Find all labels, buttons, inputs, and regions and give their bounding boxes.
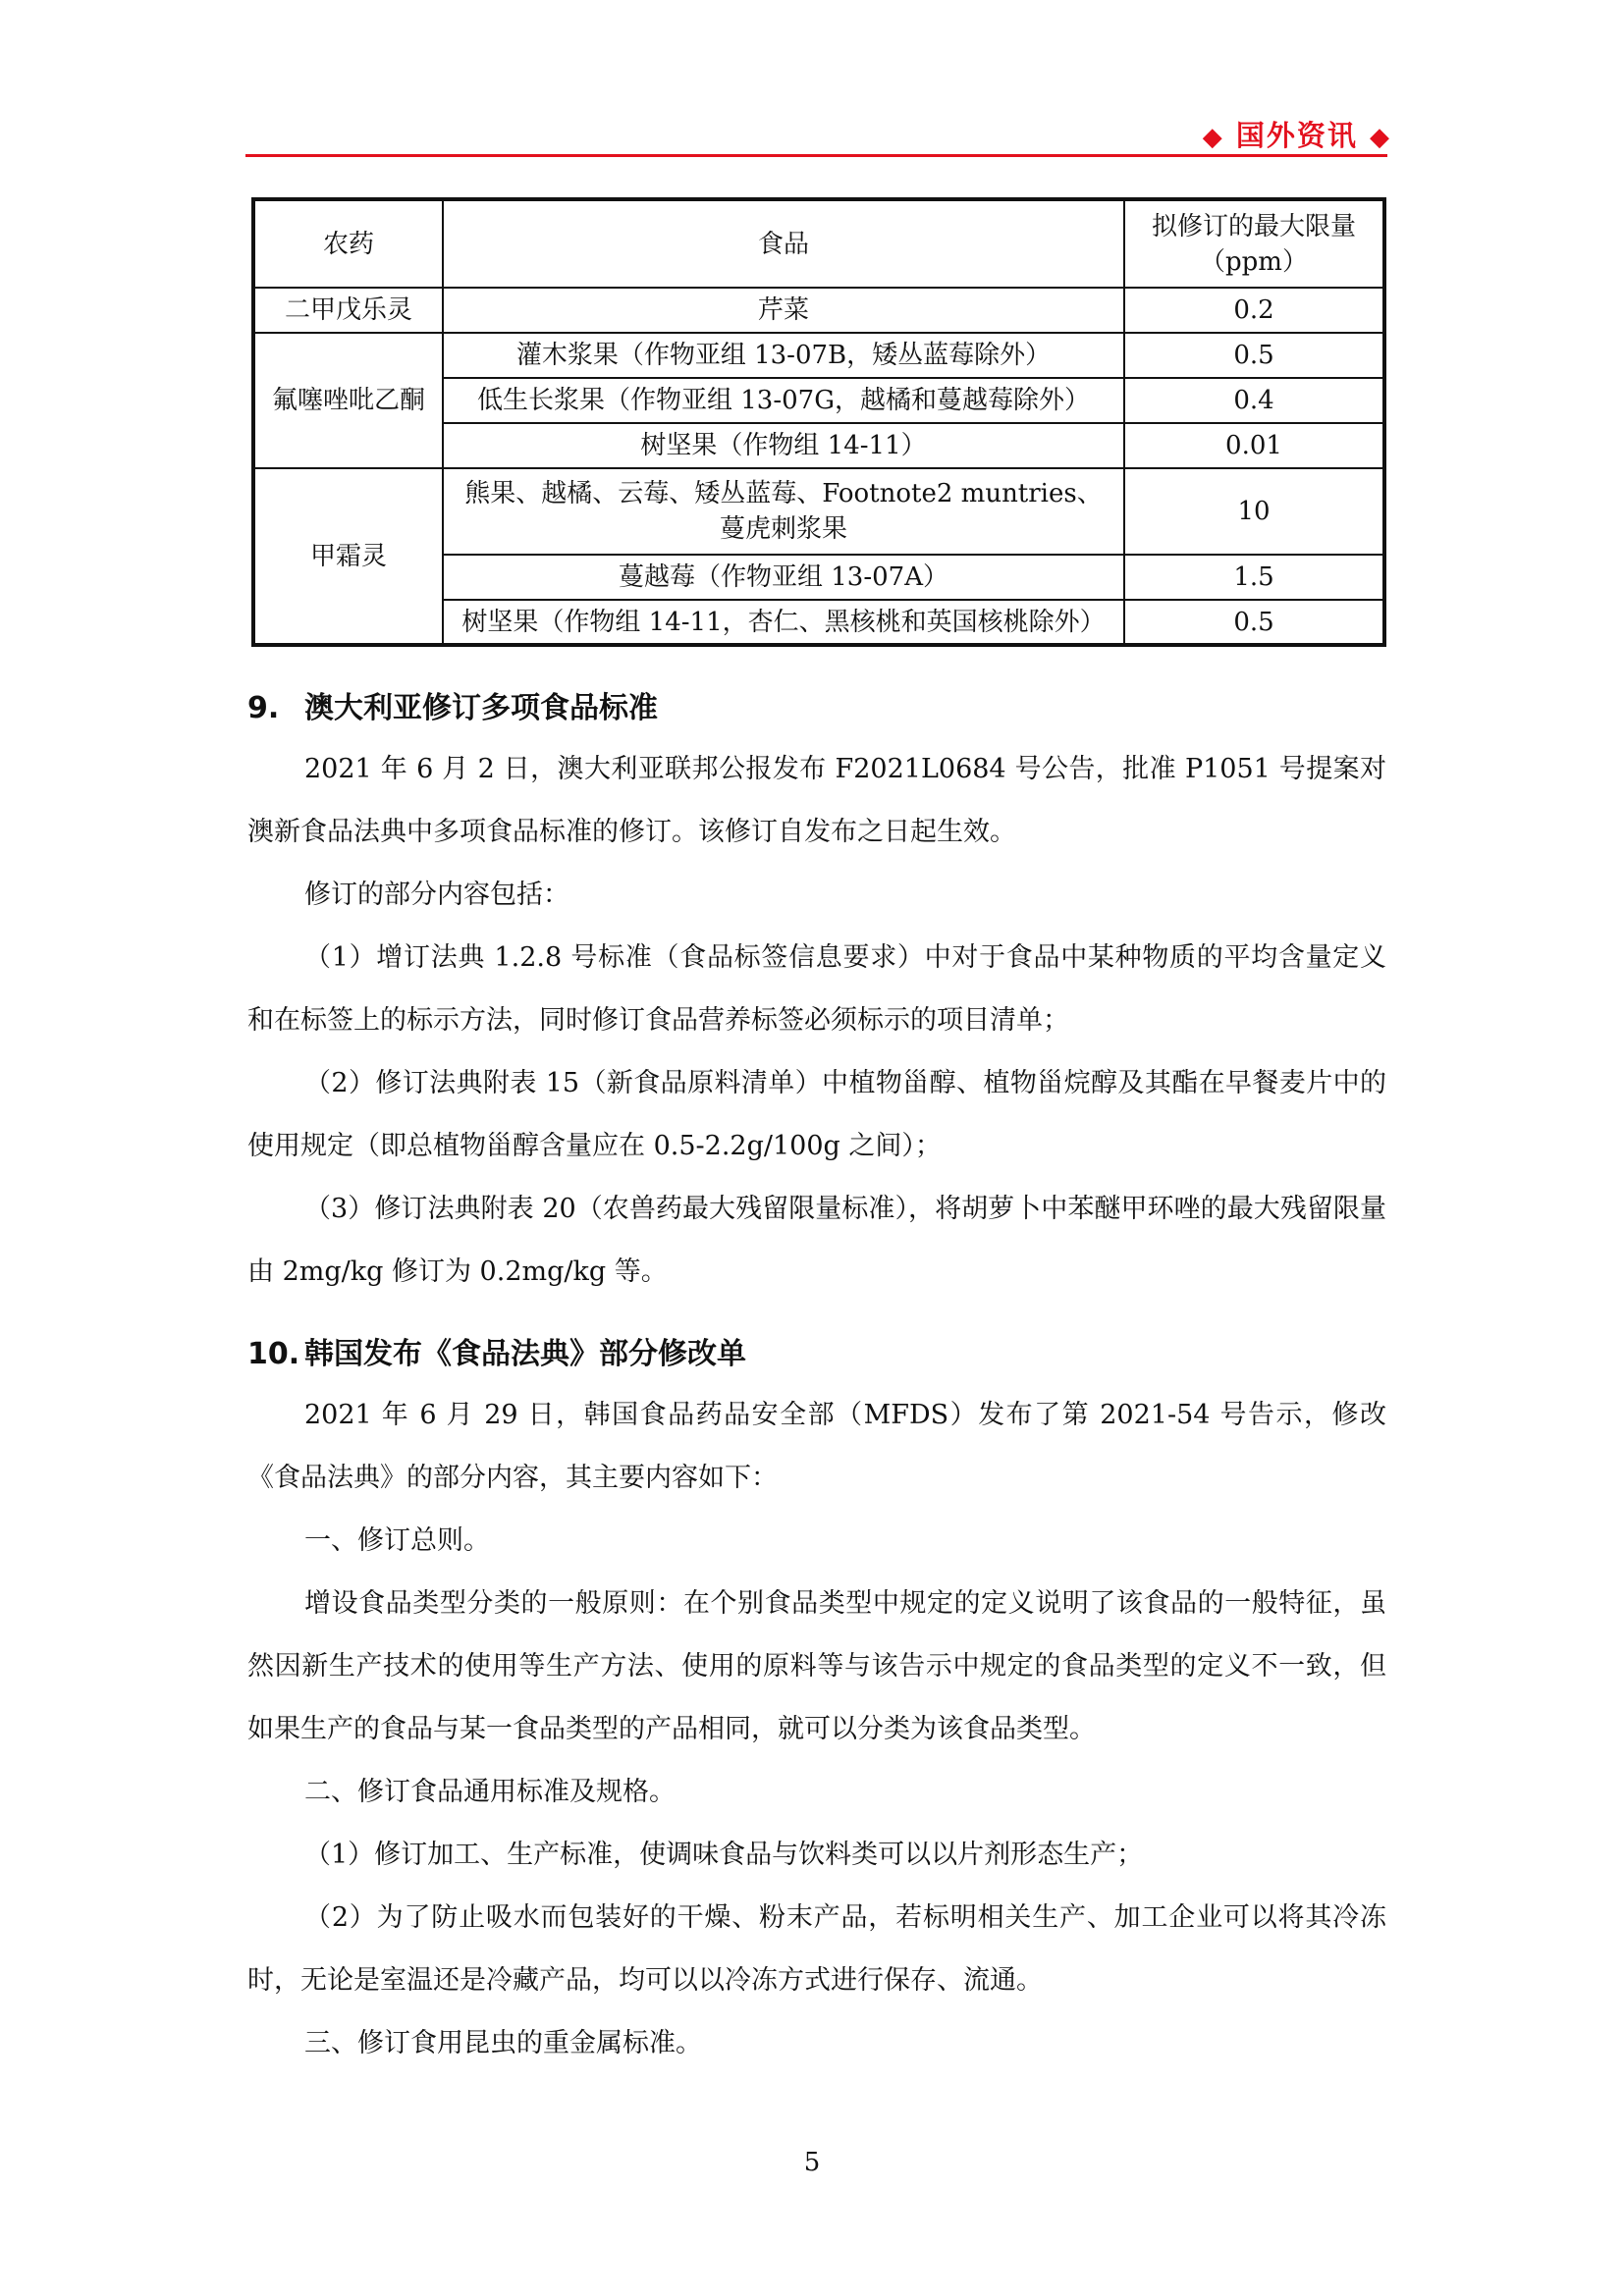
table-row: [253, 288, 1384, 333]
limit-cell: 0.4: [1124, 378, 1384, 423]
limit-cell: 0.5: [1124, 333, 1384, 378]
header-limit: [1124, 199, 1384, 288]
limit-cell: 10: [1124, 468, 1384, 555]
pesticide-cell: 甲霜灵: [253, 468, 443, 645]
section-9-title: 澳大利亚修订多项食品标准: [304, 691, 658, 725]
header-food: 食品: [443, 199, 1124, 288]
food-cell-line1: 熊果、越橘、云莓、矮丛蓝莓、Footnote2 muntries、: [464, 479, 1103, 508]
paragraph: 一、修订总则。: [304, 1525, 490, 1556]
paragraph: 2021 年 6 月 2 日，澳大利亚联邦公报发布 F2021L0684 号公告，批准 P1051 号提案对澳新食品法典中多项食品标准的修订。该修订自发布之日起生效。: [247, 754, 1386, 847]
section-9-number: 9.: [247, 691, 280, 725]
paragraph: 增设食品类型分类的一般原则：在个别食品类型中规定的定义说明了该食品的一般特征，虽然因新生产技术的使用等生产方法、使用的原料等与该告示中规定的食品类型的定义不一致，但如果生产的食品与某一食品类型的产品相同，就可以分类为该食品类型。: [247, 1588, 1386, 1744]
food-cell: 树坚果（作物组 14-11）: [443, 423, 1124, 468]
paragraph: 修订的部分内容包括：: [304, 880, 569, 910]
paragraph: （3）修订法典附表 20（农兽药最大残留限量标准），将胡萝卜中苯醚甲环唑的最大残留限量由 2mg/kg 修订为 0.2mg/kg 等。: [247, 1194, 1386, 1287]
table-row: [253, 333, 1384, 378]
paragraph: 二、修订食品通用标准及规格。: [304, 1777, 676, 1807]
food-cell: 灌木浆果（作物亚组 13-07B，矮丛蓝莓除外）: [443, 333, 1124, 378]
limit-cell: 0.5: [1124, 600, 1384, 645]
food-cell: [443, 468, 1124, 555]
pesticide-limit-table: [251, 197, 1386, 647]
food-cell: 树坚果（作物组 14-11，杏仁、黑核桃和英国核桃除外）: [443, 600, 1124, 645]
section-10-title: 韩国发布《食品法典》部分修改单: [304, 1337, 746, 1371]
paragraph: （1）修订加工、生产标准，使调味食品与饮料类可以以片剂形态生产；: [304, 1840, 1144, 1870]
header-limit-line2: （ppm）: [1200, 246, 1308, 277]
header-pesticide: 农药: [253, 199, 443, 288]
paragraph: （1）增订法典 1.2.8 号标准（食品标签信息要求）中对于食品中某种物质的平均含量定义和在标签上的标示方法，同时修订食品营养标签必须标示的项目清单；: [247, 942, 1386, 1036]
section-10-number: 10.: [247, 1337, 300, 1371]
paragraph: 三、修订食用昆虫的重金属标准。: [304, 2028, 702, 2058]
pesticide-cell: 二甲戊乐灵: [253, 288, 443, 333]
pesticide-cell: 氟噻唑吡乙酮: [253, 333, 443, 468]
paragraph: （2）为了防止吸水而包装好的干燥、粉末产品，若标明相关生产、加工企业可以将其冷冻时，无论是室温还是冷藏产品，均可以以冷冻方式进行保存、流通。: [247, 1902, 1386, 1996]
paragraph: 2021 年 6 月 29 日，韩国食品药品安全部（MFDS）发布了第 2021-54 号告示，修改《食品法典》的部分内容，其主要内容如下：: [247, 1400, 1386, 1493]
limit-cell: 0.2: [1124, 288, 1384, 333]
diamond-left-icon: ◆: [1202, 123, 1224, 152]
section-9-body: [247, 738, 1386, 1304]
section-10-heading: [247, 1329, 746, 1372]
header-limit-line1: 拟修订的最大限量: [1151, 211, 1356, 241]
page-number: 5: [803, 2148, 821, 2177]
food-cell-line2: 蔓虎刺浆果: [719, 514, 847, 544]
section-9-heading: [247, 683, 658, 726]
food-cell: 蔓越莓（作物亚组 13-07A）: [443, 555, 1124, 600]
header-tag-text: 国外资讯: [1235, 119, 1358, 152]
food-cell: 低生长浆果（作物亚组 13-07G，越橘和蔓越莓除外）: [443, 378, 1124, 423]
limit-cell: 1.5: [1124, 555, 1384, 600]
diamond-right-icon: ◆: [1370, 123, 1391, 152]
table-row: [253, 468, 1384, 555]
table-header-row: [253, 199, 1384, 288]
paragraph: （2）修订法典附表 15（新食品原料清单）中植物甾醇、植物甾烷醇及其酯在早餐麦片中的使用规定（即总植物甾醇含量应在 0.5-2.2g/100g 之间）；: [247, 1068, 1386, 1161]
section-10-body: [247, 1384, 1386, 2075]
limit-cell: 0.01: [1124, 423, 1384, 468]
header-section-tag: [1203, 114, 1391, 154]
food-cell: 芹菜: [443, 288, 1124, 333]
header-divider: [245, 154, 1387, 157]
